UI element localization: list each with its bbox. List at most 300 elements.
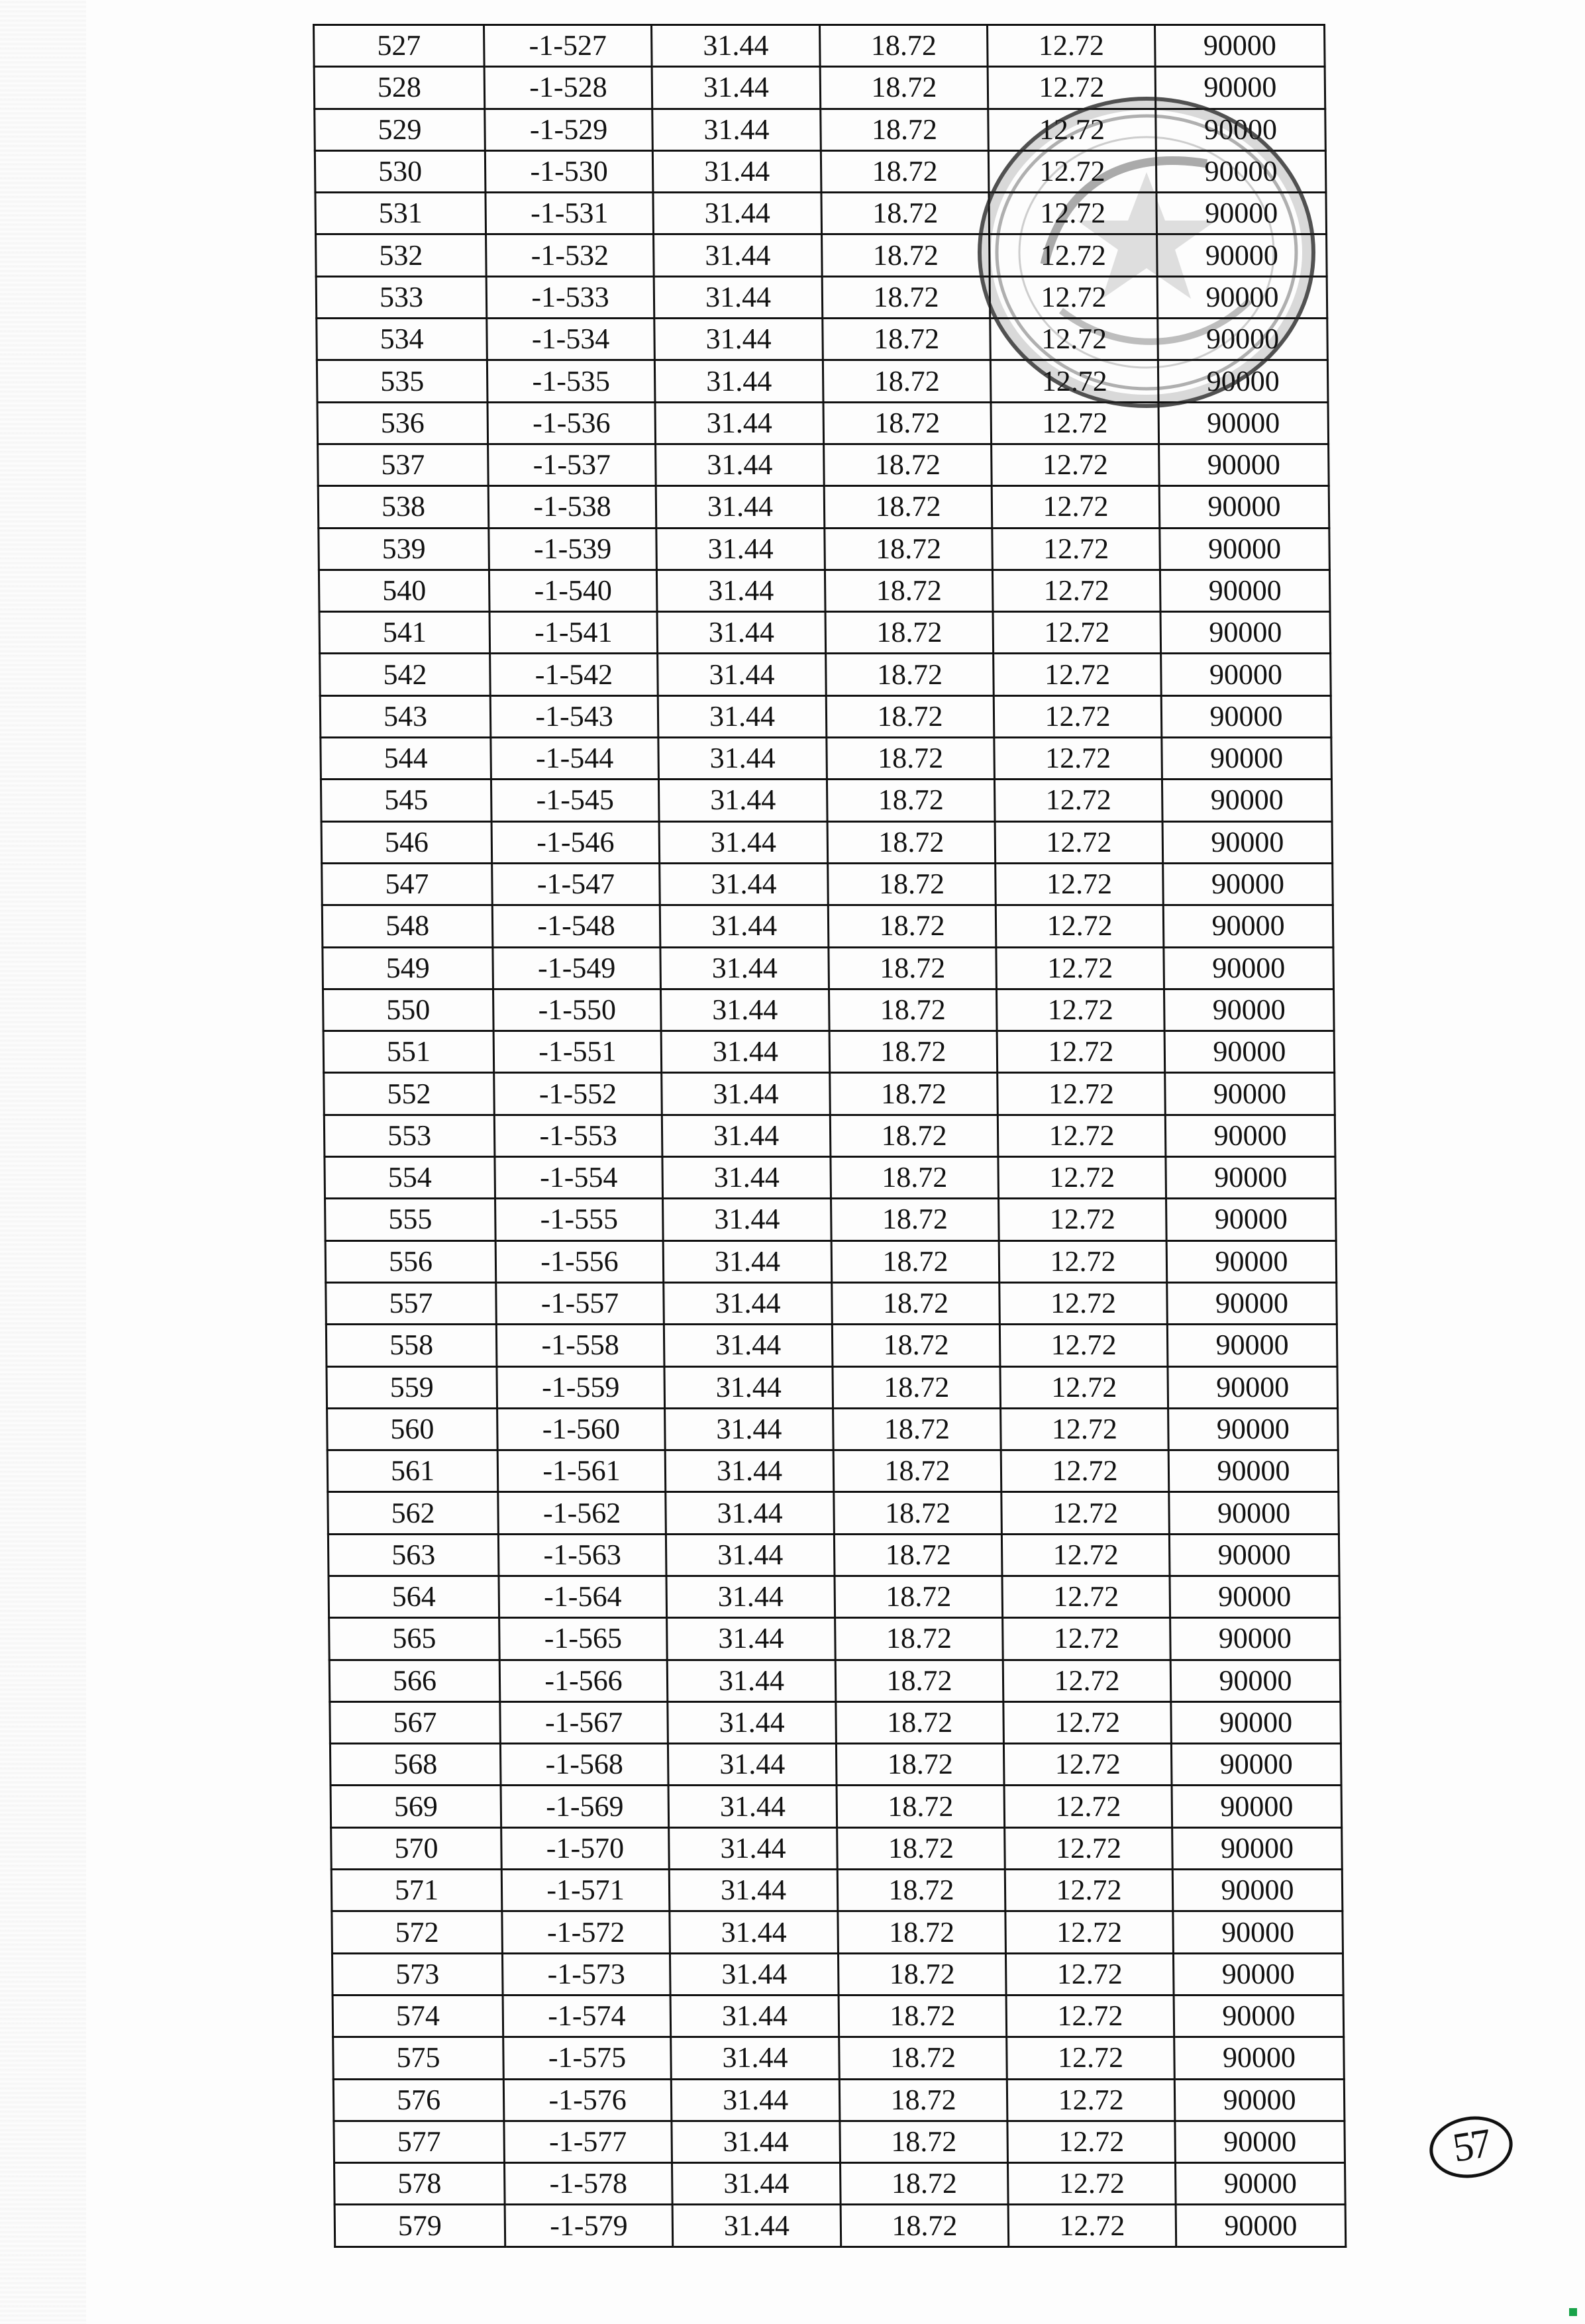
table-row	[331, 1827, 1343, 1869]
unit-number-cell: -1-561	[497, 1450, 666, 1492]
area-cell-2: 18.72	[835, 1660, 1003, 1701]
row-number-cell: 540	[319, 570, 489, 611]
unit-number-cell: -1-573	[502, 1953, 670, 1995]
price-cell: 90000	[1173, 1911, 1343, 1953]
area-cell: 31.44	[662, 1157, 831, 1199]
price-cell: 90000	[1173, 1953, 1343, 1995]
area-cell: 31.44	[668, 1701, 837, 1743]
price-cell: 90000	[1163, 905, 1333, 947]
area-cell: 31.44	[658, 695, 827, 737]
area-cell-2: 18.72	[824, 486, 992, 528]
area-cell-3: 12.72	[1000, 1366, 1168, 1408]
unit-number-cell: -1-534	[487, 319, 655, 360]
area-cell-2: 18.72	[826, 695, 994, 737]
area-cell-2: 18.72	[839, 2079, 1007, 2121]
area-cell-2: 18.72	[834, 1534, 1002, 1576]
area-cell-2: 18.72	[832, 1282, 1000, 1324]
area-cell-2: 18.72	[839, 1995, 1007, 2037]
price-cell: 90000	[1176, 2205, 1346, 2247]
unit-number-cell: -1-568	[500, 1744, 668, 1786]
price-cell: 90000	[1161, 695, 1331, 737]
unit-number-cell: -1-566	[499, 1660, 668, 1701]
row-number-cell: 578	[334, 2163, 505, 2205]
area-cell-2: 18.72	[828, 905, 996, 947]
area-cell-2: 18.72	[832, 1325, 1000, 1366]
unit-number-cell: -1-558	[496, 1325, 664, 1366]
area-cell-2: 18.72	[825, 528, 993, 570]
price-cell: 90000	[1157, 276, 1327, 318]
price-cell: 90000	[1162, 780, 1332, 821]
area-cell-2: 18.72	[833, 1408, 1001, 1450]
area-cell-3: 12.72	[999, 1240, 1167, 1282]
area-cell: 31.44	[665, 1450, 834, 1492]
area-cell-3: 12.72	[999, 1325, 1168, 1366]
area-cell: 31.44	[670, 1995, 839, 2037]
area-cell: 31.44	[656, 528, 825, 570]
area-cell-3: 12.72	[1001, 1492, 1170, 1534]
row-number-cell: 559	[327, 1366, 497, 1408]
area-cell-3: 12.72	[996, 863, 1164, 905]
area-cell-3: 12.72	[994, 780, 1162, 821]
unit-number-cell: -1-560	[497, 1408, 666, 1450]
unit-number-cell: -1-535	[487, 360, 655, 402]
unit-number-cell: -1-529	[485, 109, 653, 150]
area-cell: 31.44	[668, 1744, 837, 1786]
table-row	[318, 444, 1329, 485]
price-cell: 90000	[1172, 1870, 1343, 1911]
row-number-cell: 575	[333, 2037, 504, 2079]
area-cell-3: 12.72	[988, 150, 1156, 192]
table-row	[321, 821, 1333, 863]
unit-number-cell: -1-536	[487, 402, 656, 444]
row-number-cell: 579	[334, 2205, 505, 2247]
area-cell-2: 18.72	[835, 1576, 1003, 1617]
area-cell: 31.44	[654, 360, 823, 402]
area-cell-2: 18.72	[834, 1492, 1002, 1534]
row-number-cell: 535	[317, 360, 487, 402]
area-cell-2: 18.72	[830, 1073, 998, 1115]
area-cell: 31.44	[662, 1073, 831, 1115]
table-row	[321, 738, 1332, 780]
area-cell: 31.44	[658, 780, 827, 821]
price-cell: 90000	[1168, 1366, 1338, 1408]
area-cell: 31.44	[656, 444, 825, 485]
area-cell-3: 12.72	[1001, 1534, 1170, 1576]
unit-number-cell: -1-546	[491, 821, 660, 863]
area-cell-3: 12.72	[999, 1199, 1167, 1240]
row-number-cell: 530	[315, 150, 486, 192]
area-cell-3: 12.72	[994, 654, 1162, 695]
unit-number-cell: -1-578	[505, 2163, 673, 2205]
unit-number-cell: -1-527	[484, 25, 652, 67]
table-row	[322, 905, 1333, 947]
price-cell: 90000	[1157, 234, 1327, 276]
area-cell: 31.44	[652, 150, 821, 192]
price-cell: 90000	[1162, 821, 1333, 863]
row-number-cell: 556	[325, 1240, 496, 1282]
unit-number-cell: -1-574	[503, 1995, 671, 2037]
unit-number-cell: -1-576	[503, 2079, 672, 2121]
area-cell-3: 12.72	[999, 1282, 1168, 1324]
row-number-cell: 527	[314, 25, 485, 67]
row-number-cell: 551	[323, 1031, 494, 1073]
unit-number-cell: -1-528	[484, 67, 652, 109]
area-cell-3: 12.72	[988, 67, 1156, 109]
price-cell: 90000	[1171, 1744, 1341, 1786]
row-number-cell: 558	[326, 1325, 497, 1366]
area-cell-3: 12.72	[997, 1031, 1165, 1073]
area-cell: 31.44	[662, 1115, 831, 1156]
area-cell-3: 12.72	[997, 1073, 1166, 1115]
price-cell: 90000	[1156, 193, 1327, 234]
row-number-cell: 536	[317, 402, 488, 444]
area-cell-2: 18.72	[829, 1031, 997, 1073]
area-cell-3: 12.72	[995, 821, 1163, 863]
unit-number-cell: -1-567	[500, 1701, 668, 1743]
area-cell-3: 12.72	[1003, 1660, 1171, 1701]
price-cell: 90000	[1170, 1660, 1341, 1701]
row-number-cell: 545	[321, 780, 491, 821]
unit-number-cell: -1-577	[504, 2121, 672, 2162]
area-cell: 31.44	[656, 486, 825, 528]
area-cell-2: 18.72	[829, 989, 997, 1031]
table-row	[325, 1240, 1337, 1282]
area-cell-2: 18.72	[825, 570, 993, 611]
area-cell-3: 12.72	[1007, 2121, 1176, 2162]
unit-number-cell: -1-550	[493, 989, 661, 1031]
area-cell-3: 12.72	[998, 1157, 1166, 1199]
table-row	[314, 25, 1325, 67]
area-cell: 31.44	[660, 863, 829, 905]
unit-number-cell: -1-554	[495, 1157, 663, 1199]
area-cell: 31.44	[669, 1827, 838, 1869]
table-row	[325, 1199, 1337, 1240]
table-row	[323, 989, 1334, 1031]
area-cell-3: 12.72	[992, 570, 1160, 611]
row-number-cell: 573	[332, 1953, 503, 1995]
price-cell: 90000	[1174, 1995, 1344, 2037]
area-cell: 31.44	[654, 276, 823, 318]
area-cell: 31.44	[658, 654, 827, 695]
area-cell-3: 12.72	[1007, 2079, 1175, 2121]
area-cell: 31.44	[660, 947, 829, 989]
unit-number-cell: -1-537	[488, 444, 656, 485]
area-cell-2: 18.72	[837, 1827, 1005, 1869]
table-row	[326, 1282, 1337, 1324]
unit-number-cell: -1-547	[492, 863, 660, 905]
table-row	[320, 654, 1331, 695]
area-cell-2: 18.72	[827, 821, 996, 863]
unit-number-cell: -1-545	[491, 780, 659, 821]
area-cell-3: 12.72	[1008, 2205, 1176, 2247]
unit-number-cell: -1-551	[493, 1031, 662, 1073]
area-cell: 31.44	[659, 821, 828, 863]
price-cell: 90000	[1167, 1325, 1337, 1366]
price-cell: 90000	[1164, 1031, 1335, 1073]
table-row	[320, 695, 1331, 737]
price-cell: 90000	[1158, 402, 1329, 444]
area-cell-2: 18.72	[840, 2121, 1008, 2162]
price-cell: 90000	[1169, 1534, 1339, 1576]
area-cell-2: 18.72	[837, 1870, 1005, 1911]
area-cell: 31.44	[663, 1199, 832, 1240]
area-cell-2: 18.72	[821, 193, 990, 234]
area-cell-2: 18.72	[836, 1701, 1004, 1743]
row-number-cell: 544	[321, 738, 491, 780]
area-cell-3: 12.72	[994, 695, 1162, 737]
table-row	[327, 1408, 1339, 1450]
area-cell-2: 18.72	[825, 612, 994, 654]
price-cell: 90000	[1171, 1701, 1341, 1743]
area-cell: 31.44	[672, 2205, 841, 2247]
table-row	[319, 528, 1330, 570]
area-cell-2: 18.72	[833, 1366, 1001, 1408]
area-cell-3: 12.72	[994, 738, 1162, 780]
row-number-cell: 576	[333, 2079, 504, 2121]
table-row	[333, 2079, 1345, 2121]
price-cell: 90000	[1174, 2079, 1345, 2121]
table-row	[334, 2163, 1346, 2205]
row-number-cell: 550	[323, 989, 493, 1031]
area-cell-2: 18.72	[822, 276, 990, 318]
row-number-cell: 560	[327, 1408, 498, 1450]
area-cell-3: 12.72	[990, 234, 1158, 276]
area-cell-3: 12.72	[990, 319, 1158, 360]
area-cell-3: 12.72	[1003, 1701, 1172, 1743]
area-cell: 31.44	[665, 1408, 834, 1450]
unit-number-cell: -1-555	[495, 1199, 664, 1240]
unit-number-cell: -1-532	[486, 234, 654, 276]
area-cell-3: 12.72	[1005, 1827, 1173, 1869]
area-cell-3: 12.72	[992, 486, 1160, 528]
area-cell: 31.44	[656, 570, 825, 611]
area-cell-2: 18.72	[835, 1618, 1003, 1660]
area-cell: 31.44	[652, 67, 821, 109]
area-cell: 31.44	[653, 193, 822, 234]
unit-number-cell: -1-530	[485, 150, 653, 192]
area-cell-3: 12.72	[992, 444, 1160, 485]
area-cell-2: 18.72	[831, 1157, 999, 1199]
table-row	[321, 780, 1332, 821]
row-number-cell: 570	[331, 1827, 502, 1869]
area-cell-2: 18.72	[836, 1744, 1004, 1786]
table-row	[322, 863, 1333, 905]
area-cell-2: 18.72	[822, 234, 990, 276]
area-cell-3: 12.72	[996, 905, 1164, 947]
row-number-cell: 529	[315, 109, 486, 150]
table-row	[329, 1576, 1340, 1617]
row-number-cell: 533	[316, 276, 487, 318]
unit-number-cell: -1-564	[499, 1576, 667, 1617]
area-cell-3: 12.72	[993, 612, 1161, 654]
unit-number-cell: -1-540	[489, 570, 657, 611]
area-cell-3: 12.72	[988, 109, 1156, 150]
area-cell-2: 18.72	[823, 402, 992, 444]
price-cell: 90000	[1161, 654, 1331, 695]
area-cell-3: 12.72	[997, 1115, 1166, 1156]
price-cell: 90000	[1164, 989, 1334, 1031]
area-cell: 31.44	[671, 2037, 840, 2079]
area-cell-2: 18.72	[833, 1450, 1001, 1492]
table-row	[329, 1618, 1341, 1660]
row-number-cell: 537	[318, 444, 489, 485]
table-row	[319, 612, 1331, 654]
row-number-cell: 563	[328, 1534, 499, 1576]
area-cell-3: 12.72	[1007, 2037, 1175, 2079]
price-cell: 90000	[1175, 2121, 1345, 2162]
unit-number-cell: -1-572	[502, 1911, 670, 1953]
row-number-cell: 543	[320, 695, 491, 737]
area-cell-2: 18.72	[828, 863, 996, 905]
price-cell: 90000	[1160, 612, 1331, 654]
row-number-cell: 567	[330, 1701, 501, 1743]
area-cell-3: 12.72	[1008, 2163, 1176, 2205]
unit-number-cell: -1-552	[494, 1073, 662, 1115]
area-cell: 31.44	[670, 1911, 839, 1953]
area-cell-3: 12.72	[996, 947, 1164, 989]
area-cell: 31.44	[672, 2121, 841, 2162]
row-number-cell: 538	[318, 486, 489, 528]
area-cell: 31.44	[663, 1240, 832, 1282]
row-number-cell: 569	[331, 1786, 501, 1827]
row-number-cell: 553	[324, 1115, 495, 1156]
seal-icon	[982, 101, 1311, 404]
unit-number-cell: -1-570	[501, 1827, 670, 1869]
area-cell-3: 12.72	[1006, 1995, 1174, 2037]
area-cell: 31.44	[664, 1325, 833, 1366]
green-mark-icon	[1569, 2308, 1577, 2316]
area-cell-2: 18.72	[841, 2205, 1009, 2247]
unit-number-cell: -1-563	[498, 1534, 666, 1576]
area-cell-2: 18.72	[831, 1199, 999, 1240]
area-cell: 31.44	[660, 905, 829, 947]
table-row	[319, 570, 1330, 611]
row-number-cell: 541	[319, 612, 490, 654]
area-cell-2: 18.72	[823, 360, 991, 402]
area-cell: 31.44	[669, 1870, 838, 1911]
area-cell-3: 12.72	[991, 402, 1159, 444]
price-cell: 90000	[1170, 1576, 1340, 1617]
area-cell-3: 12.72	[1003, 1618, 1171, 1660]
row-number-cell: 546	[321, 821, 492, 863]
unit-number-cell: -1-542	[490, 654, 658, 695]
area-cell: 31.44	[667, 1618, 836, 1660]
area-cell-2: 18.72	[837, 1786, 1005, 1827]
price-cell: 90000	[1168, 1408, 1339, 1450]
table-row	[323, 1031, 1335, 1073]
area-cell-3: 12.72	[990, 276, 1158, 318]
table-row	[323, 947, 1334, 989]
area-cell: 31.44	[666, 1492, 835, 1534]
table-row	[330, 1744, 1341, 1786]
row-number-cell: 554	[325, 1157, 495, 1199]
row-number-cell: 561	[327, 1450, 498, 1492]
area-cell: 31.44	[652, 109, 821, 150]
unit-number-cell: -1-549	[493, 947, 661, 989]
area-cell: 31.44	[654, 319, 823, 360]
table-row	[324, 1073, 1335, 1115]
area-cell: 31.44	[672, 2163, 841, 2205]
price-cell: 90000	[1172, 1786, 1342, 1827]
price-cell: 90000	[1167, 1282, 1337, 1324]
price-cell: 90000	[1172, 1827, 1343, 1869]
area-cell-3: 12.72	[1004, 1786, 1172, 1827]
price-cell: 90000	[1166, 1157, 1336, 1199]
area-cell: 31.44	[655, 402, 824, 444]
unit-number-cell: -1-544	[491, 738, 659, 780]
area-cell: 31.44	[666, 1576, 835, 1617]
unit-number-cell: -1-556	[495, 1240, 664, 1282]
price-cell: 90000	[1169, 1492, 1339, 1534]
price-cell: 90000	[1158, 360, 1328, 402]
area-cell-3: 12.72	[988, 25, 1156, 67]
price-cell: 90000	[1163, 863, 1333, 905]
unit-number-cell: -1-531	[486, 193, 654, 234]
row-number-cell: 562	[328, 1492, 499, 1534]
area-cell-3: 12.72	[1005, 1870, 1173, 1911]
unit-number-cell: -1-538	[488, 486, 656, 528]
area-cell-3: 12.72	[1001, 1408, 1169, 1450]
area-cell: 31.44	[660, 989, 829, 1031]
price-cell: 90000	[1176, 2163, 1346, 2205]
area-cell: 31.44	[652, 25, 821, 67]
area-cell-2: 18.72	[820, 67, 988, 109]
table-row	[334, 2121, 1345, 2162]
unit-number-cell: -1-571	[501, 1870, 670, 1911]
area-cell-3: 12.72	[1005, 1911, 1174, 1953]
price-cell: 90000	[1165, 1073, 1335, 1115]
area-cell-2: 18.72	[831, 1240, 999, 1282]
area-cell-2: 18.72	[827, 780, 995, 821]
unit-number-cell: -1-579	[505, 2205, 673, 2247]
area-cell-3: 12.72	[992, 528, 1160, 570]
area-cell: 31.44	[654, 234, 823, 276]
table-row	[331, 1786, 1342, 1827]
area-cell: 31.44	[671, 2079, 840, 2121]
area-cell-2: 18.72	[820, 25, 988, 67]
unit-number-cell: -1-557	[496, 1282, 664, 1324]
table-row	[327, 1450, 1339, 1492]
table-row	[317, 402, 1329, 444]
row-number-cell: 557	[326, 1282, 497, 1324]
table-row	[332, 1995, 1344, 2037]
price-cell: 90000	[1158, 319, 1328, 360]
area-cell-2: 18.72	[823, 319, 991, 360]
unit-number-cell: -1-565	[499, 1618, 668, 1660]
area-cell: 31.44	[661, 1031, 830, 1073]
table-row	[327, 1366, 1338, 1408]
row-number-cell: 542	[320, 654, 491, 695]
row-number-cell: 552	[324, 1073, 495, 1115]
row-number-cell: 555	[325, 1199, 496, 1240]
area-cell-3: 12.72	[996, 989, 1164, 1031]
area-cell-2: 18.72	[838, 1953, 1006, 1995]
area-cell-3: 12.72	[989, 193, 1157, 234]
area-cell: 31.44	[667, 1660, 836, 1701]
row-number-cell: 572	[332, 1911, 503, 1953]
scan-edge-noise	[0, 0, 86, 2324]
unit-number-cell: -1-541	[489, 612, 658, 654]
price-cell: 90000	[1174, 2037, 1345, 2079]
price-cell: 90000	[1162, 738, 1332, 780]
area-cell-2: 18.72	[827, 738, 995, 780]
table-row	[332, 1911, 1343, 1953]
price-cell: 90000	[1156, 150, 1326, 192]
official-seal-stamp	[978, 97, 1315, 408]
price-cell: 90000	[1164, 947, 1334, 989]
table-row	[329, 1660, 1341, 1701]
row-number-cell: 528	[314, 67, 485, 109]
